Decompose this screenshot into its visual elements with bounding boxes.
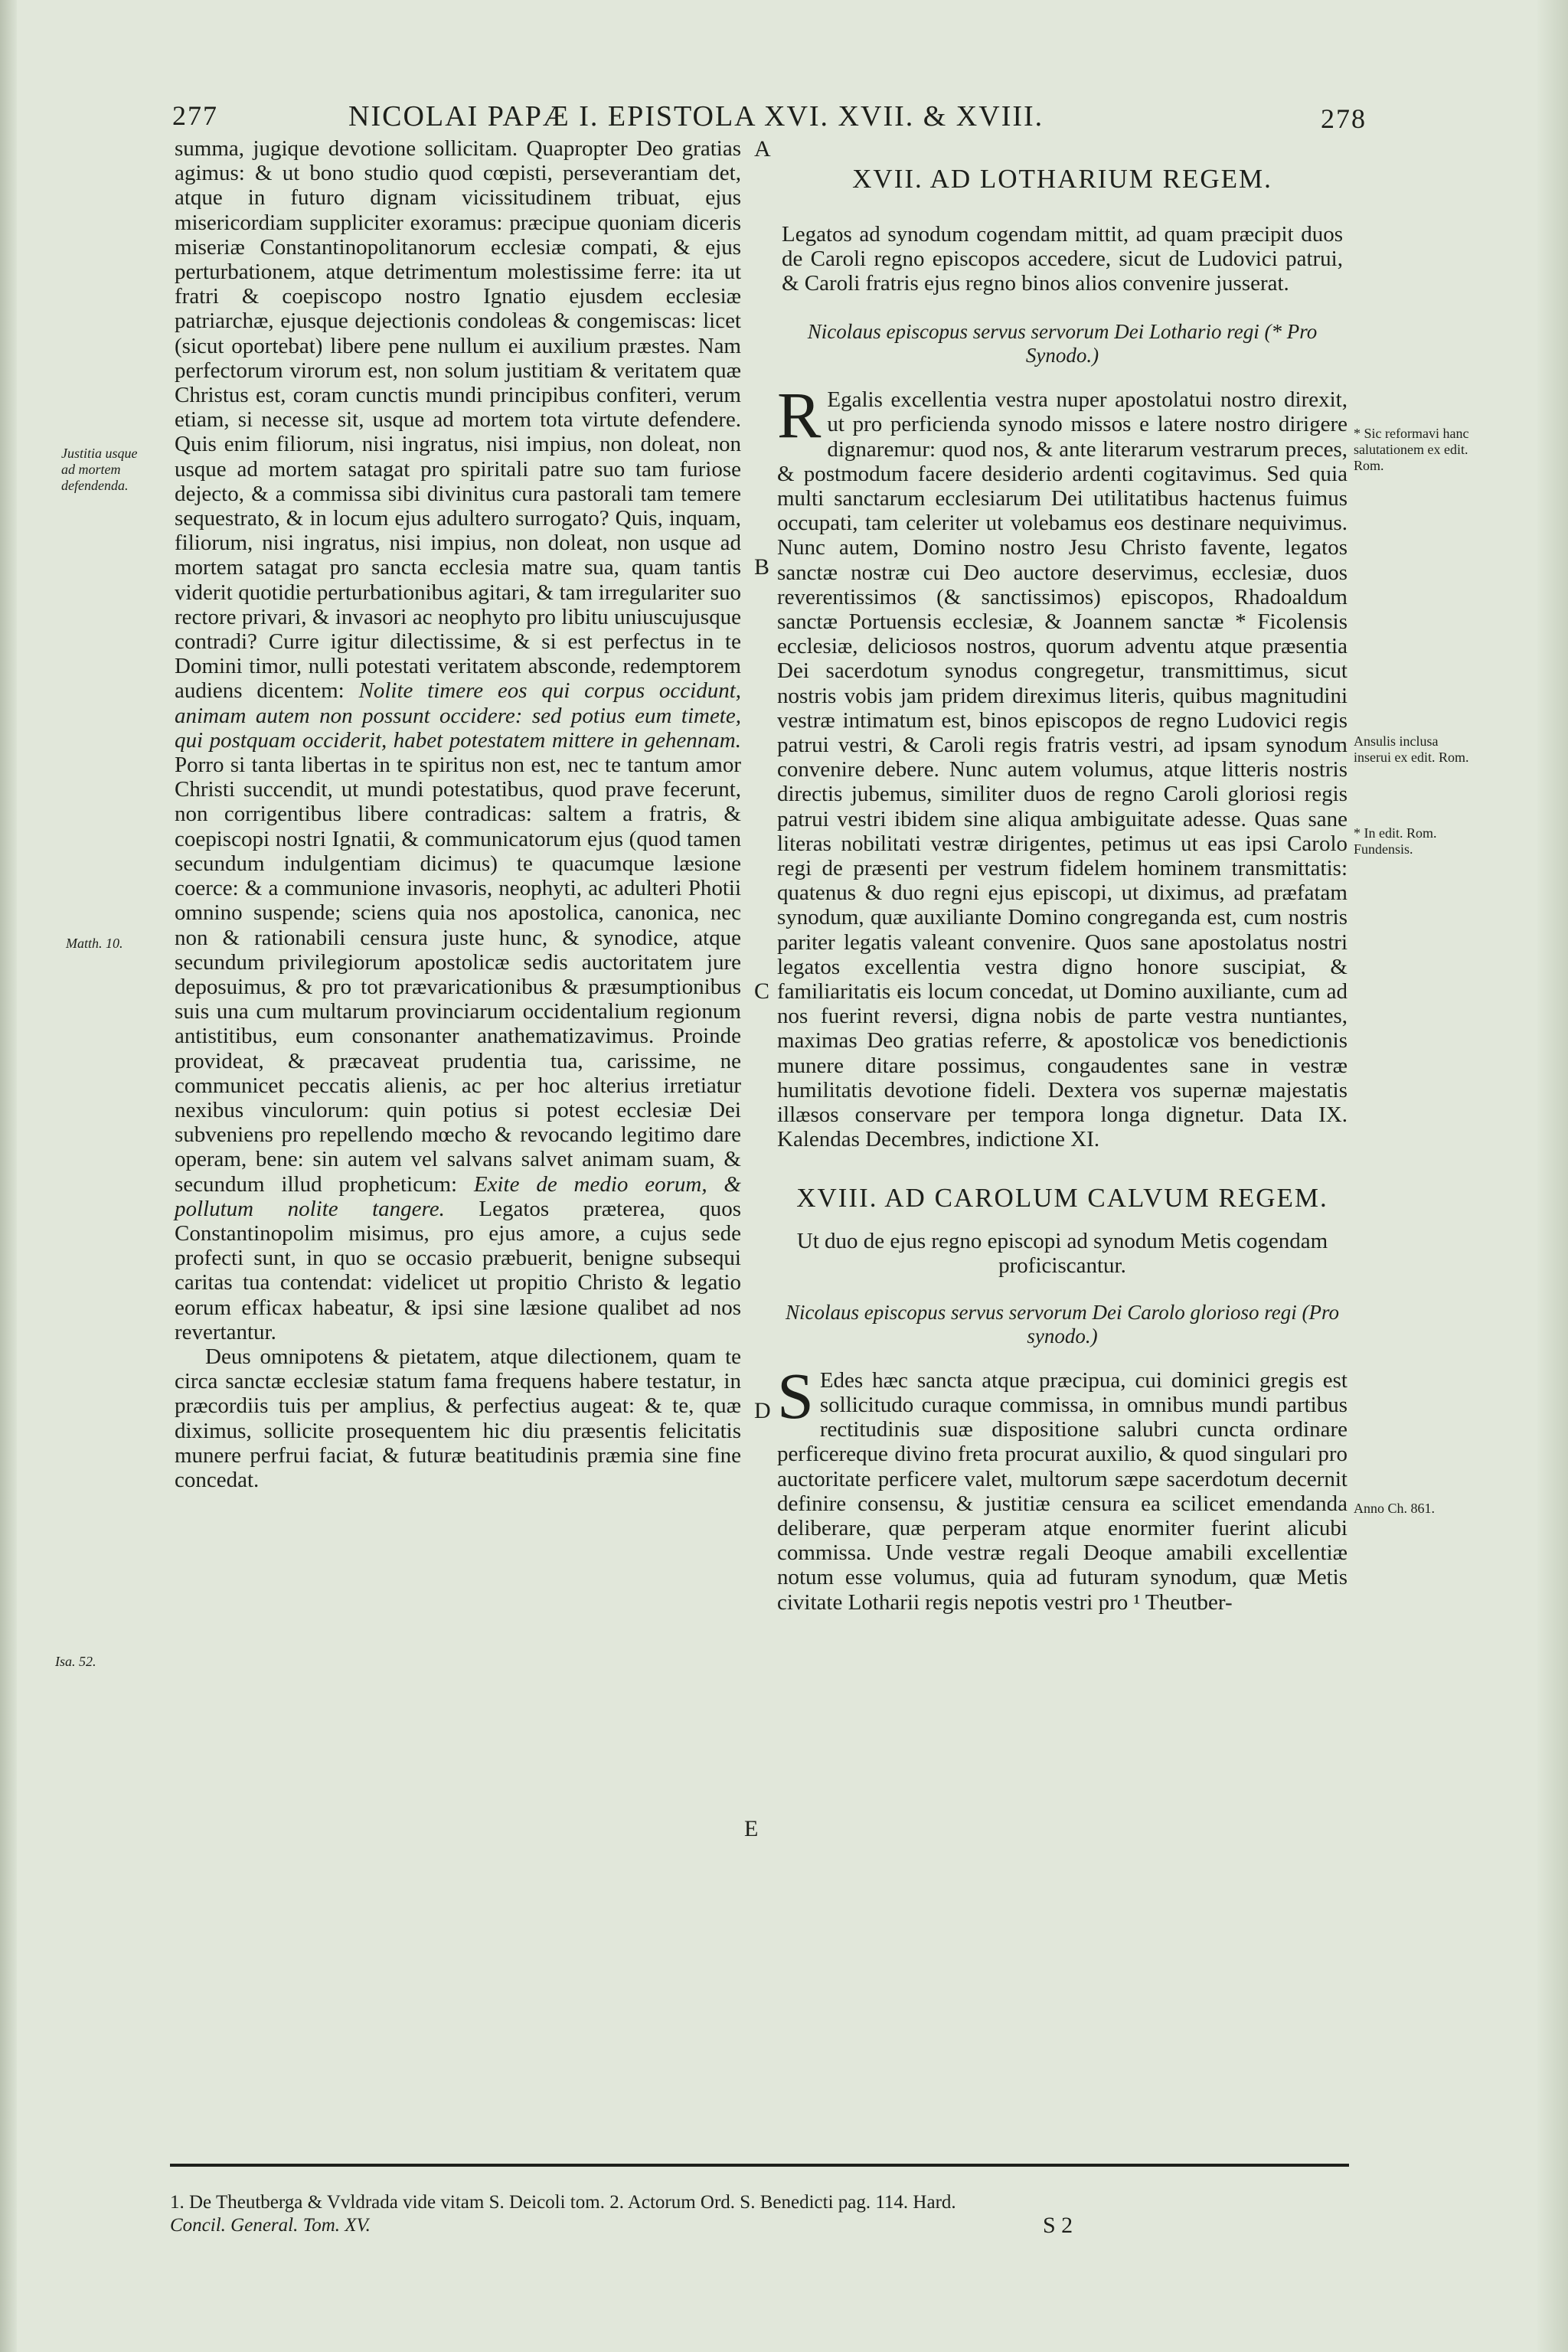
footnote-line-2: Concil. General. Tom. XV. [170,2215,371,2236]
section-letter-b: B [754,554,770,580]
section-letter-a: A [754,136,771,162]
left-binding-gutter [0,0,17,2352]
section-17-body [777,378,1348,1152]
left-text-a: summa, jugique devotione sollicitam. Quapropter Deo gratias agimus: & ut bono studio quod cœpisti, perseverantiam det, atque in futuro dignam vicissitudinem tribuat, ejus misericordiam suppliciter exoramus: præcipue quoniam diceris miseriæ Constantinopolitanorum ecclesiæ compati, & ejus perturbationem, atque detrimentum molestissime ferre: ita ut fratri & coepiscopo nostro Ignatio ejusdem ecclesiæ patriarchæ, ejusque dejectionis condoleas & congemiscas: licet (sicut oportebat) libere pene nullum ei auxilium præstes. Nam perfectorum virorum est, non solum justitiam & veritatem quæ Christus est, coram cunctis mundi principibus confiteri, verum etiam, si necesse sit, usque ad mortem tota virtute defendere. Quis enim filiorum, nisi ingratus, nisi impius, non doleat, non usque ad mortem satagat pro spiritali patre suo tam furiose dejecto, & a commissa sibi divinitus cura pastorali tam temere sequestrato, & in locum ejus adultero surrogato? Quis, inquam, filiorum, nisi ingratus, nisi impius, non doleat, non usque ad mortem satagat pro sancta ecclesia matre sua, quam tantis viderit quotidie perturbationibus agitari, & tam irregulariter suo rectore privari, & invasori ac neophyto pro libitu uniuscujusque contradi? Curre igitur dilectissime, & si est perfectus in te Domini timor, nulli potestati veritatem absconde, redemptorem audiens dicentem: [175,136,741,704]
running-title: NICOLAI PAPÆ I. EPISTOLA XVI. XVII. & XVIII. [348,100,1044,132]
section-letter-e: E [744,1816,759,1841]
footnote-rule [170,2164,1349,2167]
scripture-quote-matthew: Nolite timere eos qui corpus occidunt, animam autem non possunt occidere: sed potius eum timete, qui postquam occiderit, habet potestatem mittere in gehennam. [175,678,741,753]
section-18-text: Edes hæc sancta atque præcipua, cui dominici gregis est sollicitudo curaque commissa, in omnibus mundi partibus rectitudinis suæ dispositione salubri cuncta ordinare perficereque divino freta procurat auxilio, & quod singulari pro auctoritate perficere valet, multorum sæpe sacerdotum decernit definire consensu, & justitiæ censura ea scilicet emendanda deliberare, quæ perperam atque enormiter fuerint alicubi commissa. Unde vestræ regali Deoque amabili excellentiæ notum esse volumus, quia ad futuram synodum, quæ Metis civitate Lotharii regis nepotis vestri pro ¹ Theutber- [777,1367,1348,1615]
right-page-edge [1537,0,1568,2352]
section-17-summary: Legatos ad synodum cogendam mittit, ad quam præcipit duos de Caroli regno episcopos accedere, sicut de Ludovici patrui, & Caroli fratris ejus regno binos alios convenire jusserat. [782,222,1343,296]
section-18-title: XVIII. AD CAROLUM CALVUM REGEM. [796,1182,1328,1213]
left-text-c: Legatos præterea, quos Constantinopolim misimus, pro ejus amore, a cujus sede profecti sunt, in quo se occasio præbuerit, benigne subsequi caritas tua contendat: videlicet ut propitio Christo & legatio eorum efficax habeatur, & ipsi sine læsione qualibet ad nos revertantur. [175,1196,741,1344]
section-letter-c: C [754,978,770,1004]
footnote-line-1: 1. De Theutberga & Vvldrada vide vitam S. Deicoli tom. 2. Actorum Ord. S. Benedicti pag. 114. Hard. [170,2192,956,2213]
page-number-left: 277 [172,100,218,131]
footnote [170,2191,1349,2239]
margin-note-justitia: Justitia usque ad mortem defendenda. [61,446,138,493]
section-18-summary: Ut duo de ejus regno episcopi ad synodum Metis cogendam proficiscantur. [796,1228,1328,1278]
drop-cap-s: S [777,1358,814,1432]
page-number-right: 278 [1321,103,1367,134]
left-column [175,136,741,1492]
left-paragraph-1 [175,136,741,1344]
margin-note-sic: * Sic reformavi hanc salutationem ex edit. Rom. [1354,426,1469,473]
section-17-text: Egalis excellentia vestra nuper apostolatui nostro direxit, ut pro perficienda synodo missos e latere nostro dirigere dignaremur: quod nos, & ante literarum vestrarum preces, & postmodum facere desiderio ardenti cogitavimus. Sed quia multi sanctarum ecclesiarum Dei utilitatibus hactenus fuimus occupati, tam celeriter ut volebamus eos destinare nequivimus. Nunc autem, Domino nostro Jesu Christo favente, legatos sanctæ nostræ cui Deo auctore deservimus, ecclesiæ, duos reverentissimos (& sanctissimos) episcopos, Rhadoaldum sanctæ Portuensis ecclesiæ, & Joannem sanctæ * Ficolensis ecclesiæ, deliciosos nostros, quorum adventu atque præsentia Dei sacerdotum synodus congregetur, transmittimus, sicut nostris vobis jam pridem direximus literis, quibus magnitudini vestræ intimatum est, binos episcopos de regno Ludovici regis patrui vestri, & Caroli regis fratris vestri, ad ipsam synodum convenire debere. Nunc autem volumus, atque litteris nostris directis jubemus, similiter duos de regno Caroli gloriosi regis patrui vestri ibidem sine aliqua ambiguitate adesse. Quas sane literas nobilitati vestræ dirigentes, petimus ut eas ipsi Carolo regi de præsenti per vestrum fidelem hominem transmittatis: quatenus & duo regni ejus episcopi, ut diximus, ad præfatam synodum, quæ auxiliante Domino congreganda est, cum nostris pariter legatis valeant convenire. Quos sane apostolatus nostri legatos excellentia vestra digno honore suscipiat, & familiaritatis eis locum concedat, ut Domino auxiliante, cum ad nos fuerint reversi, digna nobis de parte vestra nuntiantes, maximas Deo gratias referre, & apostolicæ vos benedictionis munere ditare possimus, congaudentes sane in vestræ humilitatis devotione fideli. Dextera vos supernæ majestatis illæsos conservare per tempora longa dignetur. Data IX. Kalendas Decembres, indictione XI. [777,387,1348,1152]
section-18-salutation: Nicolaus episcopus servus servorum Dei Carolo glorioso regi (Pro synodo.) [786,1300,1339,1348]
left-text-b: Porro si tanta libertas in te spiritus non est, nec te tantum amor Christi succendit, ut mundi potestatibus, quod prave fecerunt, non corrigentibus libere contradicas: saltem a fratris, & coepiscopi nostri Ignatii, & communicatorum ejus (quod tamen secundum indulgentiam dicimus) te quacumque læsione coerce: & a communione invasoris, neophyti, ac adulteri Photii omnino suspende; sciens quia nos apostolica, canonica, nec non & rationabili censura juste hunc, & synodice, atque secundum privilegiorum apostolicæ sedis auctoritatem jure deposuimus, & pro tot prævaricationibus & præsumptionibus suis una cum multarum provinciarum occidentalium regionum antistitibus, eum consonanter anathematizavimus. Proinde provideat, & præcaveat prudentia tua, carissime, ne communicet peccatis alienis, ac per hoc alterius irretiatur nexibus vinculorum: quin potius si potest ecclesiæ Dei subveniens pro repellendo mœcho & revocando legitimo dare operam, bene: sin autem vel salvans salvet animam suam, & secundum illud propheticum: [175,753,741,1197]
drop-cap-r: R [777,378,822,452]
section-17-salutation: Nicolaus episcopus servus servorum Dei Lothario regi (* Pro Synodo.) [807,320,1318,368]
scripture-quote-isaiah: Exite de medio eorum, & pollutum nolite tangere. [175,1171,741,1221]
section-17-title: XVII. AD LOTHARIUM REGEM. [852,164,1272,194]
margin-note-in-edit: * In edit. Rom. Fundensis. [1354,825,1437,857]
margin-note-ansulis: Ansulis inclusa inserui ex edit. Rom. [1354,733,1469,765]
footnote-line-2-row [170,2214,1349,2239]
margin-note-anno: Anno Ch. 861. [1354,1501,1436,1516]
margin-note-matthew: Matth. 10. [66,936,123,951]
section-letter-d: D [754,1398,771,1423]
left-paragraph-2: Deus omnipotens & pietatem, atque dilectionem, quam te circa sanctæ ecclesiæ statum fama frequens habere testatur, in præcordiis tuis per amplius, & perfectius augeat: & te, quæ diximus, sollicite prosequentem hic diu præsentis felicitatis munere perfrui faciat, & futuræ beatitudinis præmia sine fine concedat. [175,1344,741,1492]
right-column [777,164,1348,1615]
signature-mark: S 2 [1043,2213,1073,2238]
section-18-body [777,1358,1348,1615]
margin-note-isaiah: Isa. 52. [55,1654,96,1669]
